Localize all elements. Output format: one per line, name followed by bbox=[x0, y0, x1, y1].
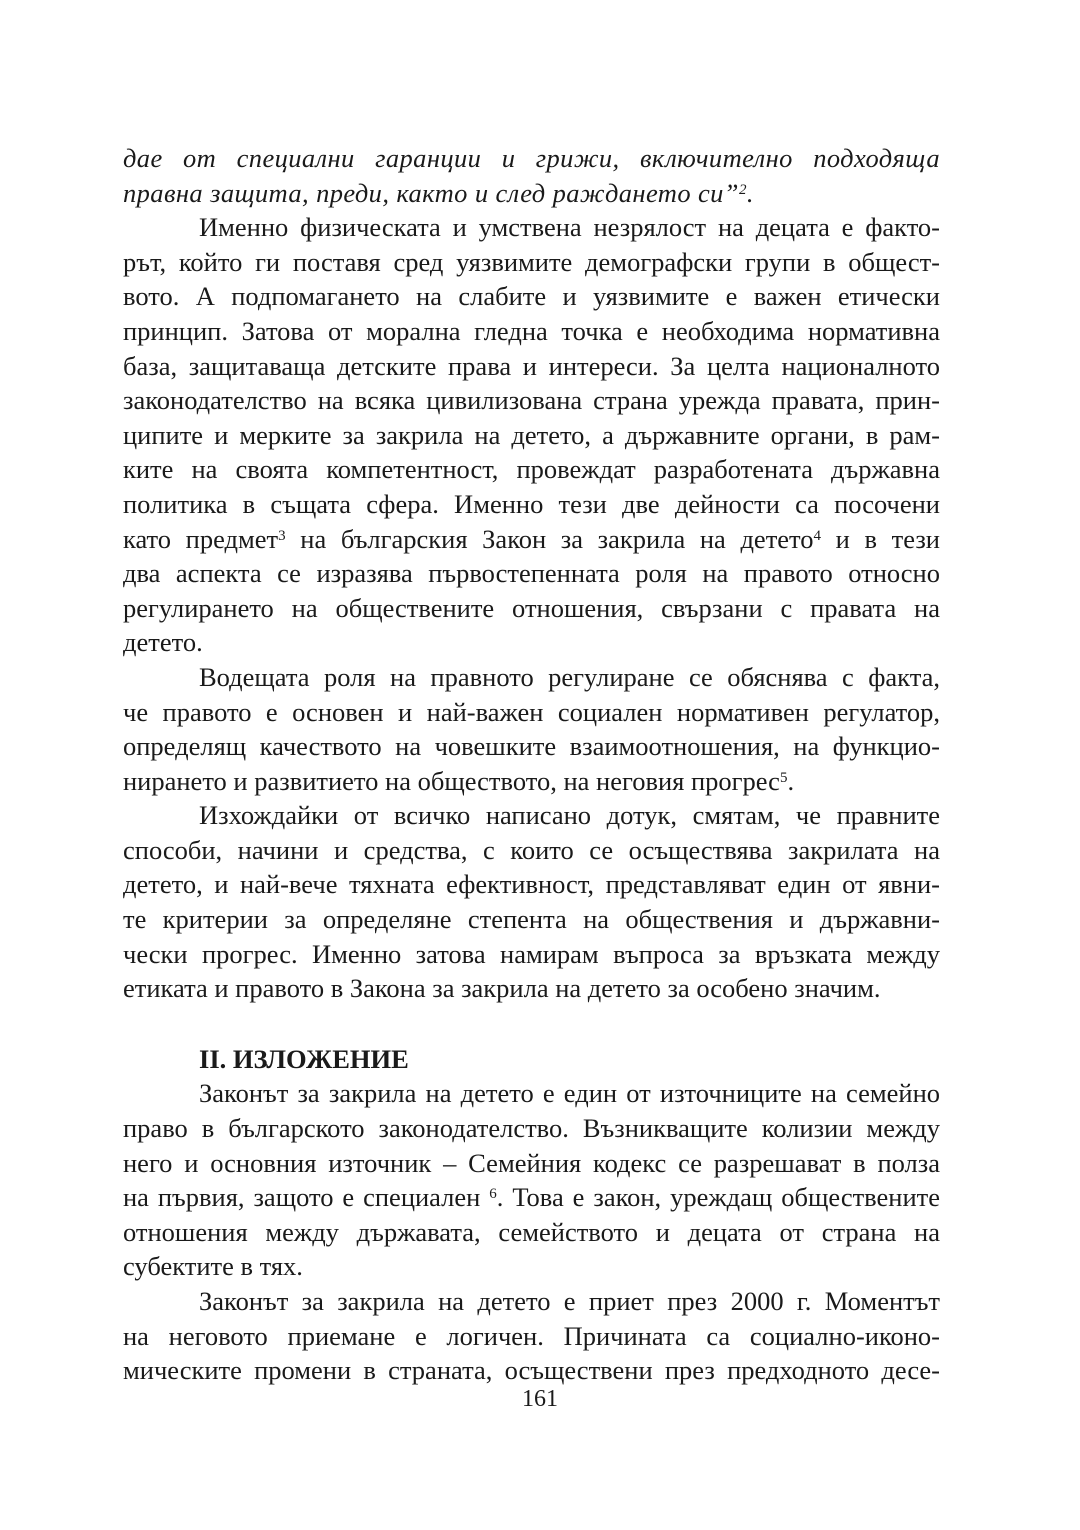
page-number: 161 bbox=[522, 1386, 558, 1412]
paragraph-line: чески прогрес. Именно затова намирам въпроса за връзката между bbox=[123, 938, 940, 969]
paragraph-line: ципите и мерките за закрила на детето, а държавните органи, в рам- bbox=[123, 419, 940, 450]
paragraph-line: отношения между държавата, семейството и децата от страна на bbox=[123, 1216, 940, 1247]
paragraph-line: детето, и най-вече тяхната ефективност, представляват един от явни- bbox=[123, 869, 940, 900]
paragraph-line: Законът за закрила на детето е един от източниците на семейно bbox=[199, 1078, 940, 1109]
paragraph-line: способи, начини и средства, с които се осъществява закрилата на bbox=[123, 834, 940, 865]
paragraph-line: като предмет$^3$ на българския Закон за закрила на детето$^4$ и в тези bbox=[123, 523, 940, 554]
quote-line: дае от специални гаранции и грижи, включително подходяща bbox=[123, 143, 940, 173]
quote-line: правна защита, преди, както и след раждането си”$^2$. bbox=[123, 177, 754, 208]
paragraph-line: етиката и правото в Закона за закрила на детето за особено значим. bbox=[123, 973, 881, 1004]
paragraph-line: Законът за закрила на детето е приет през 2000 г. Моментът bbox=[199, 1286, 940, 1316]
paragraph-line: вото. А подпомагането на слабите и уязвимите е важен етически bbox=[123, 281, 940, 312]
footnote-ref[interactable]: 4 bbox=[813, 527, 822, 544]
paragraph-line: законодателство на всяка цивилизована страна урежда правата, прин- bbox=[123, 385, 940, 416]
paragraph-line: Водещата роля на правното регулиране се обяснява с факта, bbox=[199, 661, 940, 692]
paragraph-line: политика в същата сфера. Именно тези две дейности са посочени bbox=[123, 488, 940, 519]
paragraph-line: субектите в тях. bbox=[123, 1251, 303, 1282]
paragraph-line: Именно физическата и умствена незрялост на децата е факто- bbox=[199, 212, 940, 243]
paragraph-line: два аспекта се изразява първостепенната роля на правото относно bbox=[123, 558, 940, 589]
paragraph-line: те критерии за определяне степента на обществения и държавни- bbox=[123, 904, 940, 935]
footnote-ref[interactable]: 3 bbox=[278, 527, 286, 544]
footnote-ref[interactable]: 6 bbox=[489, 1185, 497, 1202]
paragraph-line: ките на своята компетентност, провеждат разработената държавна bbox=[123, 454, 940, 485]
paragraph-line: регулирането на обществените отношения, свързани с правата на bbox=[123, 592, 940, 623]
paragraph-line: определящ качеството на човешките взаимоотношения, на функцио- bbox=[123, 731, 940, 762]
section-heading: II. ИЗЛОЖЕНИЕ bbox=[199, 1043, 409, 1074]
paragraph-line: на първия, защото е специален $^6$. Това е закон, уреждащ обществените bbox=[123, 1182, 940, 1213]
paragraph-line: че правото е основен и най-важен социален нормативен регулатор, bbox=[123, 696, 940, 727]
paragraph-line: принцип. Затова от морална гледна точка е необходима нормативна bbox=[123, 315, 940, 346]
paragraph-line: право в българското законодателство. Възникващите колизии между bbox=[123, 1113, 940, 1144]
footnote-ref[interactable]: 5 bbox=[779, 769, 788, 786]
paragraph-line: база, защитаваща детските права и интереси. За целта националното bbox=[123, 350, 940, 381]
paragraph-line: нирането и развитието на обществото, на неговия прогрес$^5$. bbox=[123, 765, 795, 796]
paragraph-line: Изхождайки от всичко написано дотук, смятам, че правните bbox=[199, 800, 940, 831]
paragraph-line: рът, който ги поставя сред уязвимите демографски групи в общест- bbox=[123, 246, 940, 277]
page-body bbox=[123, 141, 940, 1388]
paragraph-line: на неговото приемане е логичен. Причината са социално-иконо- bbox=[123, 1320, 940, 1351]
paragraph-line: детето. bbox=[123, 627, 203, 658]
paragraph-line: мическите промени в страната, осъществени през предходното десе- bbox=[123, 1355, 940, 1386]
footnote-ref[interactable]: 2 bbox=[738, 181, 747, 198]
paragraph-line: него и основния източник – Семейния кодекс се разрешават в полза bbox=[123, 1147, 940, 1178]
section-spacer bbox=[123, 1006, 940, 1042]
